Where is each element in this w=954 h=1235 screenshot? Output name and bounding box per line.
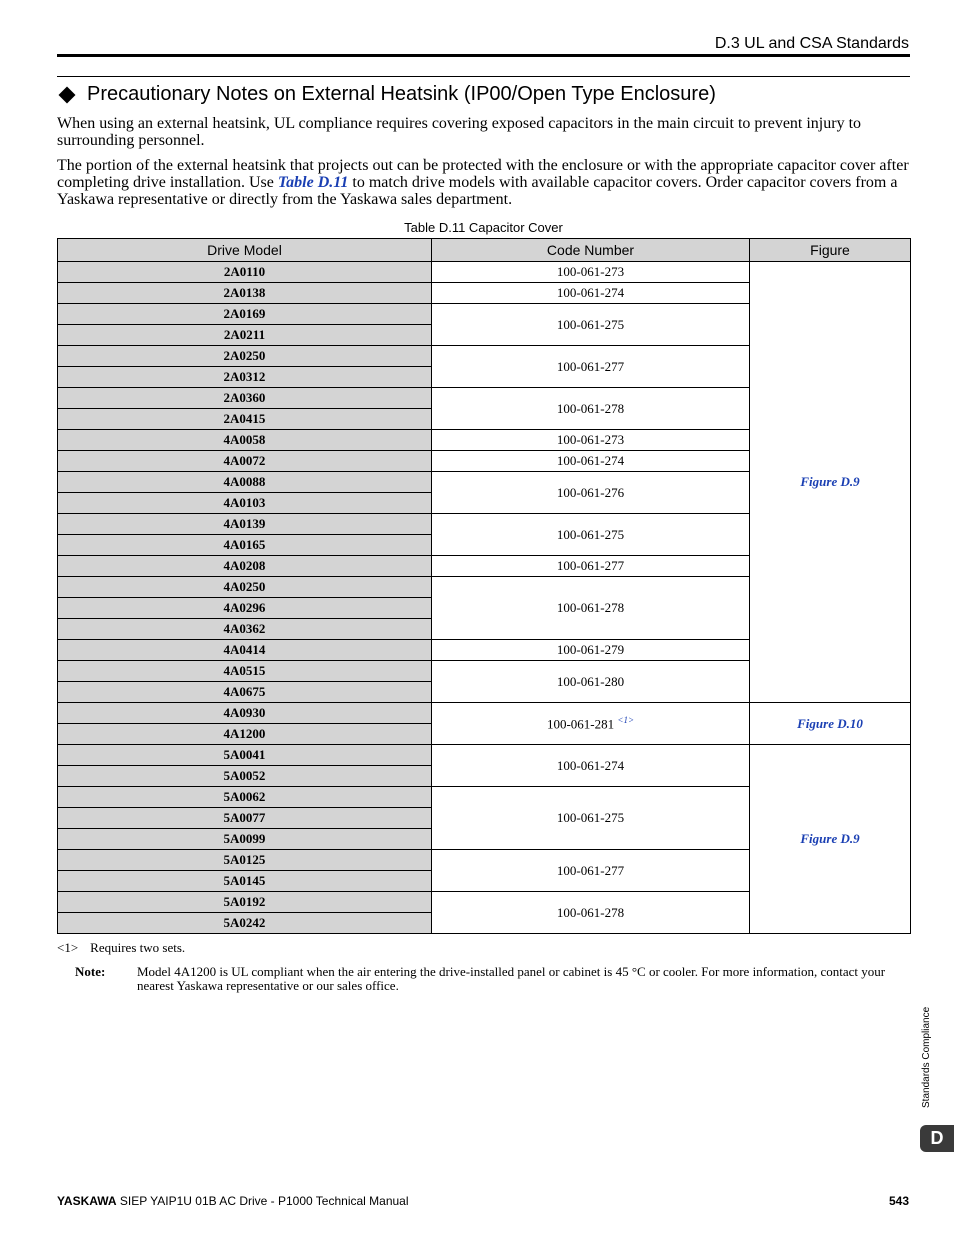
figure-d10-link[interactable]: Figure D.10 [750,703,911,745]
column-header-drive-model: Drive Model [58,239,432,262]
code-number-text: 100-061-281 [546,716,615,732]
drive-model-cell: 4A0296 [58,598,432,619]
drive-model-cell: 4A0362 [58,619,432,640]
footer-document [57,1194,409,1208]
drive-model-cell: 4A0675 [58,682,432,703]
page-number: 543 [888,1194,909,1208]
table-row [58,745,911,766]
drive-model-cell: 2A0250 [58,346,432,367]
drive-model-cell: 4A0250 [58,577,432,598]
drive-model-cell: 4A0515 [58,661,432,682]
drive-model-cell: 5A0192 [58,892,432,913]
code-number-cell [432,703,750,745]
running-header: D.3 UL and CSA Standards [714,35,909,52]
footnote-reference-link[interactable]: <1> [617,714,635,725]
footnote-mark: <1> [57,940,79,955]
section-heading [57,83,917,106]
footer-brand: YASKAWA [57,1194,117,1208]
drive-model-cell: 4A0103 [58,493,432,514]
code-number-cell: 100-061-276 [432,472,750,514]
drive-model-cell: 5A0125 [58,850,432,871]
drive-model-cell: 2A0211 [58,325,432,346]
code-number-cell: 100-061-279 [432,640,750,661]
drive-model-cell: 2A0360 [58,388,432,409]
drive-model-cell: 5A0052 [58,766,432,787]
code-number-cell: 100-061-273 [432,262,750,283]
paragraph-capacitor-cover [57,157,912,208]
drive-model-cell: 2A0138 [58,283,432,304]
drive-model-cell: 5A0145 [58,871,432,892]
note [75,965,911,993]
drive-model-cell: 5A0099 [58,829,432,850]
figure-d9-link[interactable]: Figure D.9 [750,745,911,934]
code-number-cell: 100-061-274 [432,745,750,787]
paragraph-heatsink-compliance: When using an external heatsink, UL compliance requires covering exposed capacitors in the main circuit to prevent injury to surrounding personnel. [57,115,862,149]
drive-model-cell: 2A0415 [58,409,432,430]
drive-model-cell: 4A1200 [58,724,432,745]
capacitor-cover-table [57,238,911,934]
table-header-row [58,239,911,262]
drive-model-cell: 4A0088 [58,472,432,493]
footnote-text: Requires two sets. [90,940,186,955]
code-number-cell: 100-061-277 [432,556,750,577]
paragraph-text-before: The portion of the external heatsink that projects out can be protected with the enclosure or with the appropriate capacitor cover after completing drive installation. Use [57,157,909,191]
drive-model-cell: 4A0930 [58,703,432,724]
drive-model-cell: 2A0110 [58,262,432,283]
drive-model-cell: 4A0058 [58,430,432,451]
footer-document-title: SIEP YAIP1U 01B AC Drive - P1000 Technical Manual [116,1194,409,1208]
header-rule [57,54,910,57]
diamond-bullet-icon [59,86,76,103]
code-number-cell: 100-061-278 [432,388,750,430]
drive-model-cell: 4A0139 [58,514,432,535]
code-number-cell: 100-061-275 [432,304,750,346]
footnote [57,940,185,956]
code-number-cell: 100-061-277 [432,850,750,892]
table-d11-link[interactable]: Table D.11 [277,174,349,191]
paragraph-text-after: to match drive models with available capacitor covers. Order capacitor covers from a Yaskawa representative or directly from the Yaskawa sales department. [57,174,898,208]
drive-model-cell: 2A0312 [58,367,432,388]
drive-model-cell: 5A0077 [58,808,432,829]
drive-model-cell: 4A0208 [58,556,432,577]
code-number-cell: 100-061-280 [432,661,750,703]
code-number-cell: 100-061-274 [432,283,750,304]
drive-model-cell: 4A0414 [58,640,432,661]
section-rule [57,76,910,77]
drive-model-cell: 5A0062 [58,787,432,808]
table-caption: Table D.11 Capacitor Cover [404,220,563,235]
drive-model-cell: 5A0041 [58,745,432,766]
code-number-cell: 100-061-275 [432,787,750,850]
chapter-tab[interactable]: D [920,1125,954,1152]
drive-model-cell: 4A0072 [58,451,432,472]
column-header-code-number: Code Number [432,239,750,262]
column-header-figure: Figure [750,239,911,262]
note-label: Note: [75,964,106,979]
side-tab-label: Standards Compliance [921,1006,932,1108]
figure-d9-link[interactable]: Figure D.9 [750,262,911,703]
section-heading-text: Precautionary Notes on External Heatsink (IP00/Open Type Enclosure) [87,83,716,105]
note-text: Model 4A1200 is UL compliant when the air entering the drive-installed panel or cabinet is 45 °C or cooler. For more information, contact your nearest Yaskawa representative or our sales office. [137,964,886,993]
table-row [58,703,911,724]
code-number-cell: 100-061-278 [432,577,750,640]
drive-model-cell: 4A0165 [58,535,432,556]
code-number-cell: 100-061-277 [432,346,750,388]
code-number-cell: 100-061-273 [432,430,750,451]
drive-model-cell: 2A0169 [58,304,432,325]
drive-model-cell: 5A0242 [58,913,432,934]
table-row [58,262,911,283]
code-number-cell: 100-061-278 [432,892,750,934]
code-number-cell: 100-061-275 [432,514,750,556]
code-number-cell: 100-061-274 [432,451,750,472]
